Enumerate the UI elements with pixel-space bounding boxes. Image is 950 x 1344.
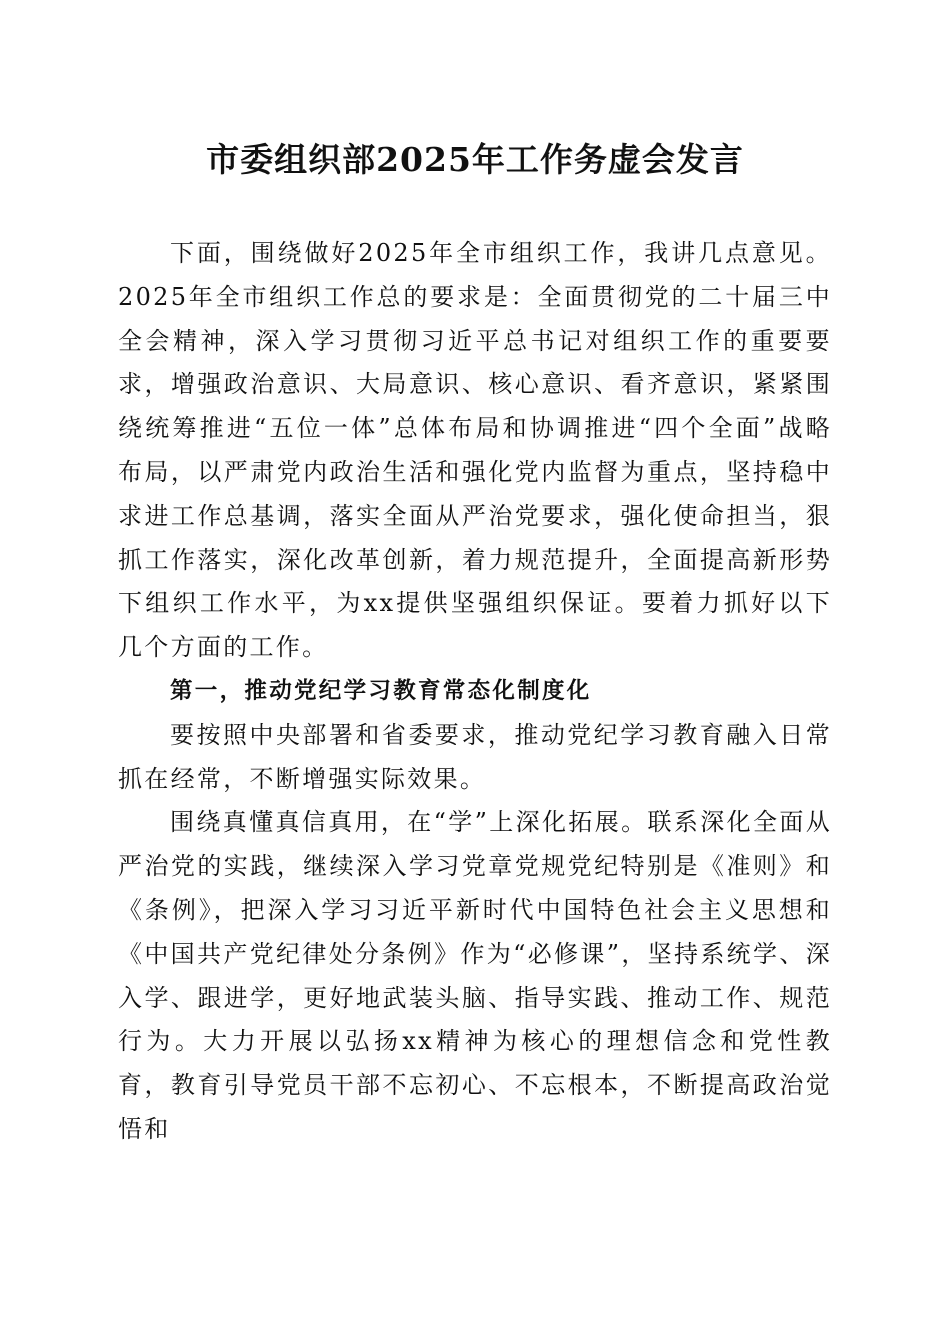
paragraph-intro: 下面，围绕做好2025年全市组织工作，我讲几点意见。2025年全市组织工作总的要求是：全面贯彻党的二十届三中全会精神，深入学习贯彻习近平总书记对组织工作的重要要求，增强政治意识、大局意识、核心意识、看齐意识，紧紧围绕统筹推进“五位一体”总体布局和协调推进“四个全面”战略布局，以严肃党内政治生活和强化党内监督为重点，坚持稳中求进工作总基调，落实全面从严治党要求，强化使命担当，狠抓工作落实，深化改革创新，着力规范提升，全面提高新形势下组织工作水平，为xx提供坚强组织保证。要着力抓好以下几个方面的工作。 (118, 239, 832, 662)
section-heading-1: 第一，推动党纪学习教育常态化制度化 (170, 677, 592, 704)
document-body (118, 232, 832, 1152)
paragraph-section-1-study: 围绕真懂真信真用，在“学”上深化拓展。联系深化全面从严治党的实践，继续深入学习党章党规党纪特别是《准则》和《条例》，把深入学习习近平新时代中国特色社会主义思想和《中国共产党纪律处分条例》作为“必修课”，坚持系统学、深入学、跟进学，更好地武装头脑、指导实践、推动工作、规范行为。大力开展以弘扬xx精神为核心的理想信念和党性教育，教育引导党员干部不忘初心、不忘根本，不断提高政治觉悟和 (118, 808, 832, 1143)
paragraph-section-1-summary: 要按照中央部署和省委要求，推动党纪学习教育融入日常抓在经常，不断增强实际效果。 (118, 720, 832, 793)
document-page (118, 0, 832, 1344)
document-title: 市委组织部2025年工作务虚会发言 (206, 140, 744, 179)
